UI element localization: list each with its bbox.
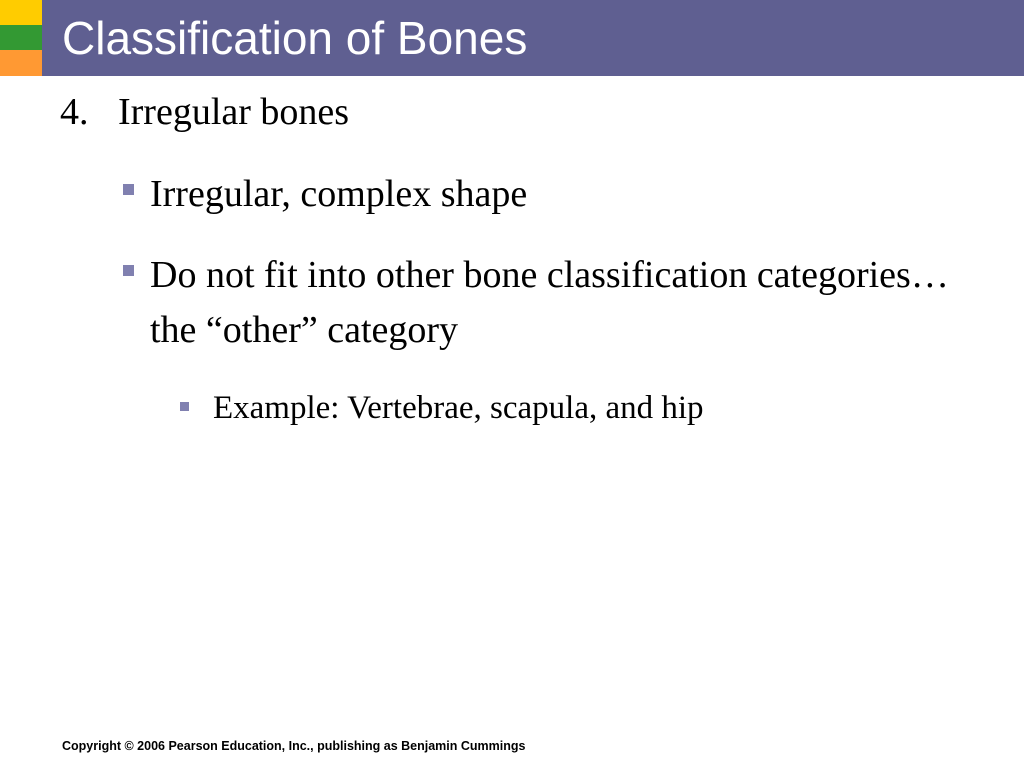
square-bullet-icon (123, 184, 134, 195)
slide-title: Classification of Bones (62, 12, 528, 64)
heading-number: 4. (60, 91, 89, 133)
sub-bullet-item (213, 386, 704, 430)
square-bullet-icon (180, 402, 189, 411)
copyright-footer: Copyright © 2006 Pearson Education, Inc., publishing as Benjamin Cummings (62, 739, 526, 753)
heading-text: Irregular bones (118, 91, 350, 133)
bullet-item (150, 248, 970, 358)
square-bullet-icon (123, 265, 134, 276)
bullet-item (150, 167, 970, 222)
bullet-text: Irregular, complex shape (150, 173, 528, 215)
heading-item (60, 88, 349, 136)
sub-bullet-text: Example: Vertebrae, scapula, and hip (213, 390, 704, 426)
bullet-text: Do not fit into other bone classification categories…the “other” category (150, 254, 949, 351)
